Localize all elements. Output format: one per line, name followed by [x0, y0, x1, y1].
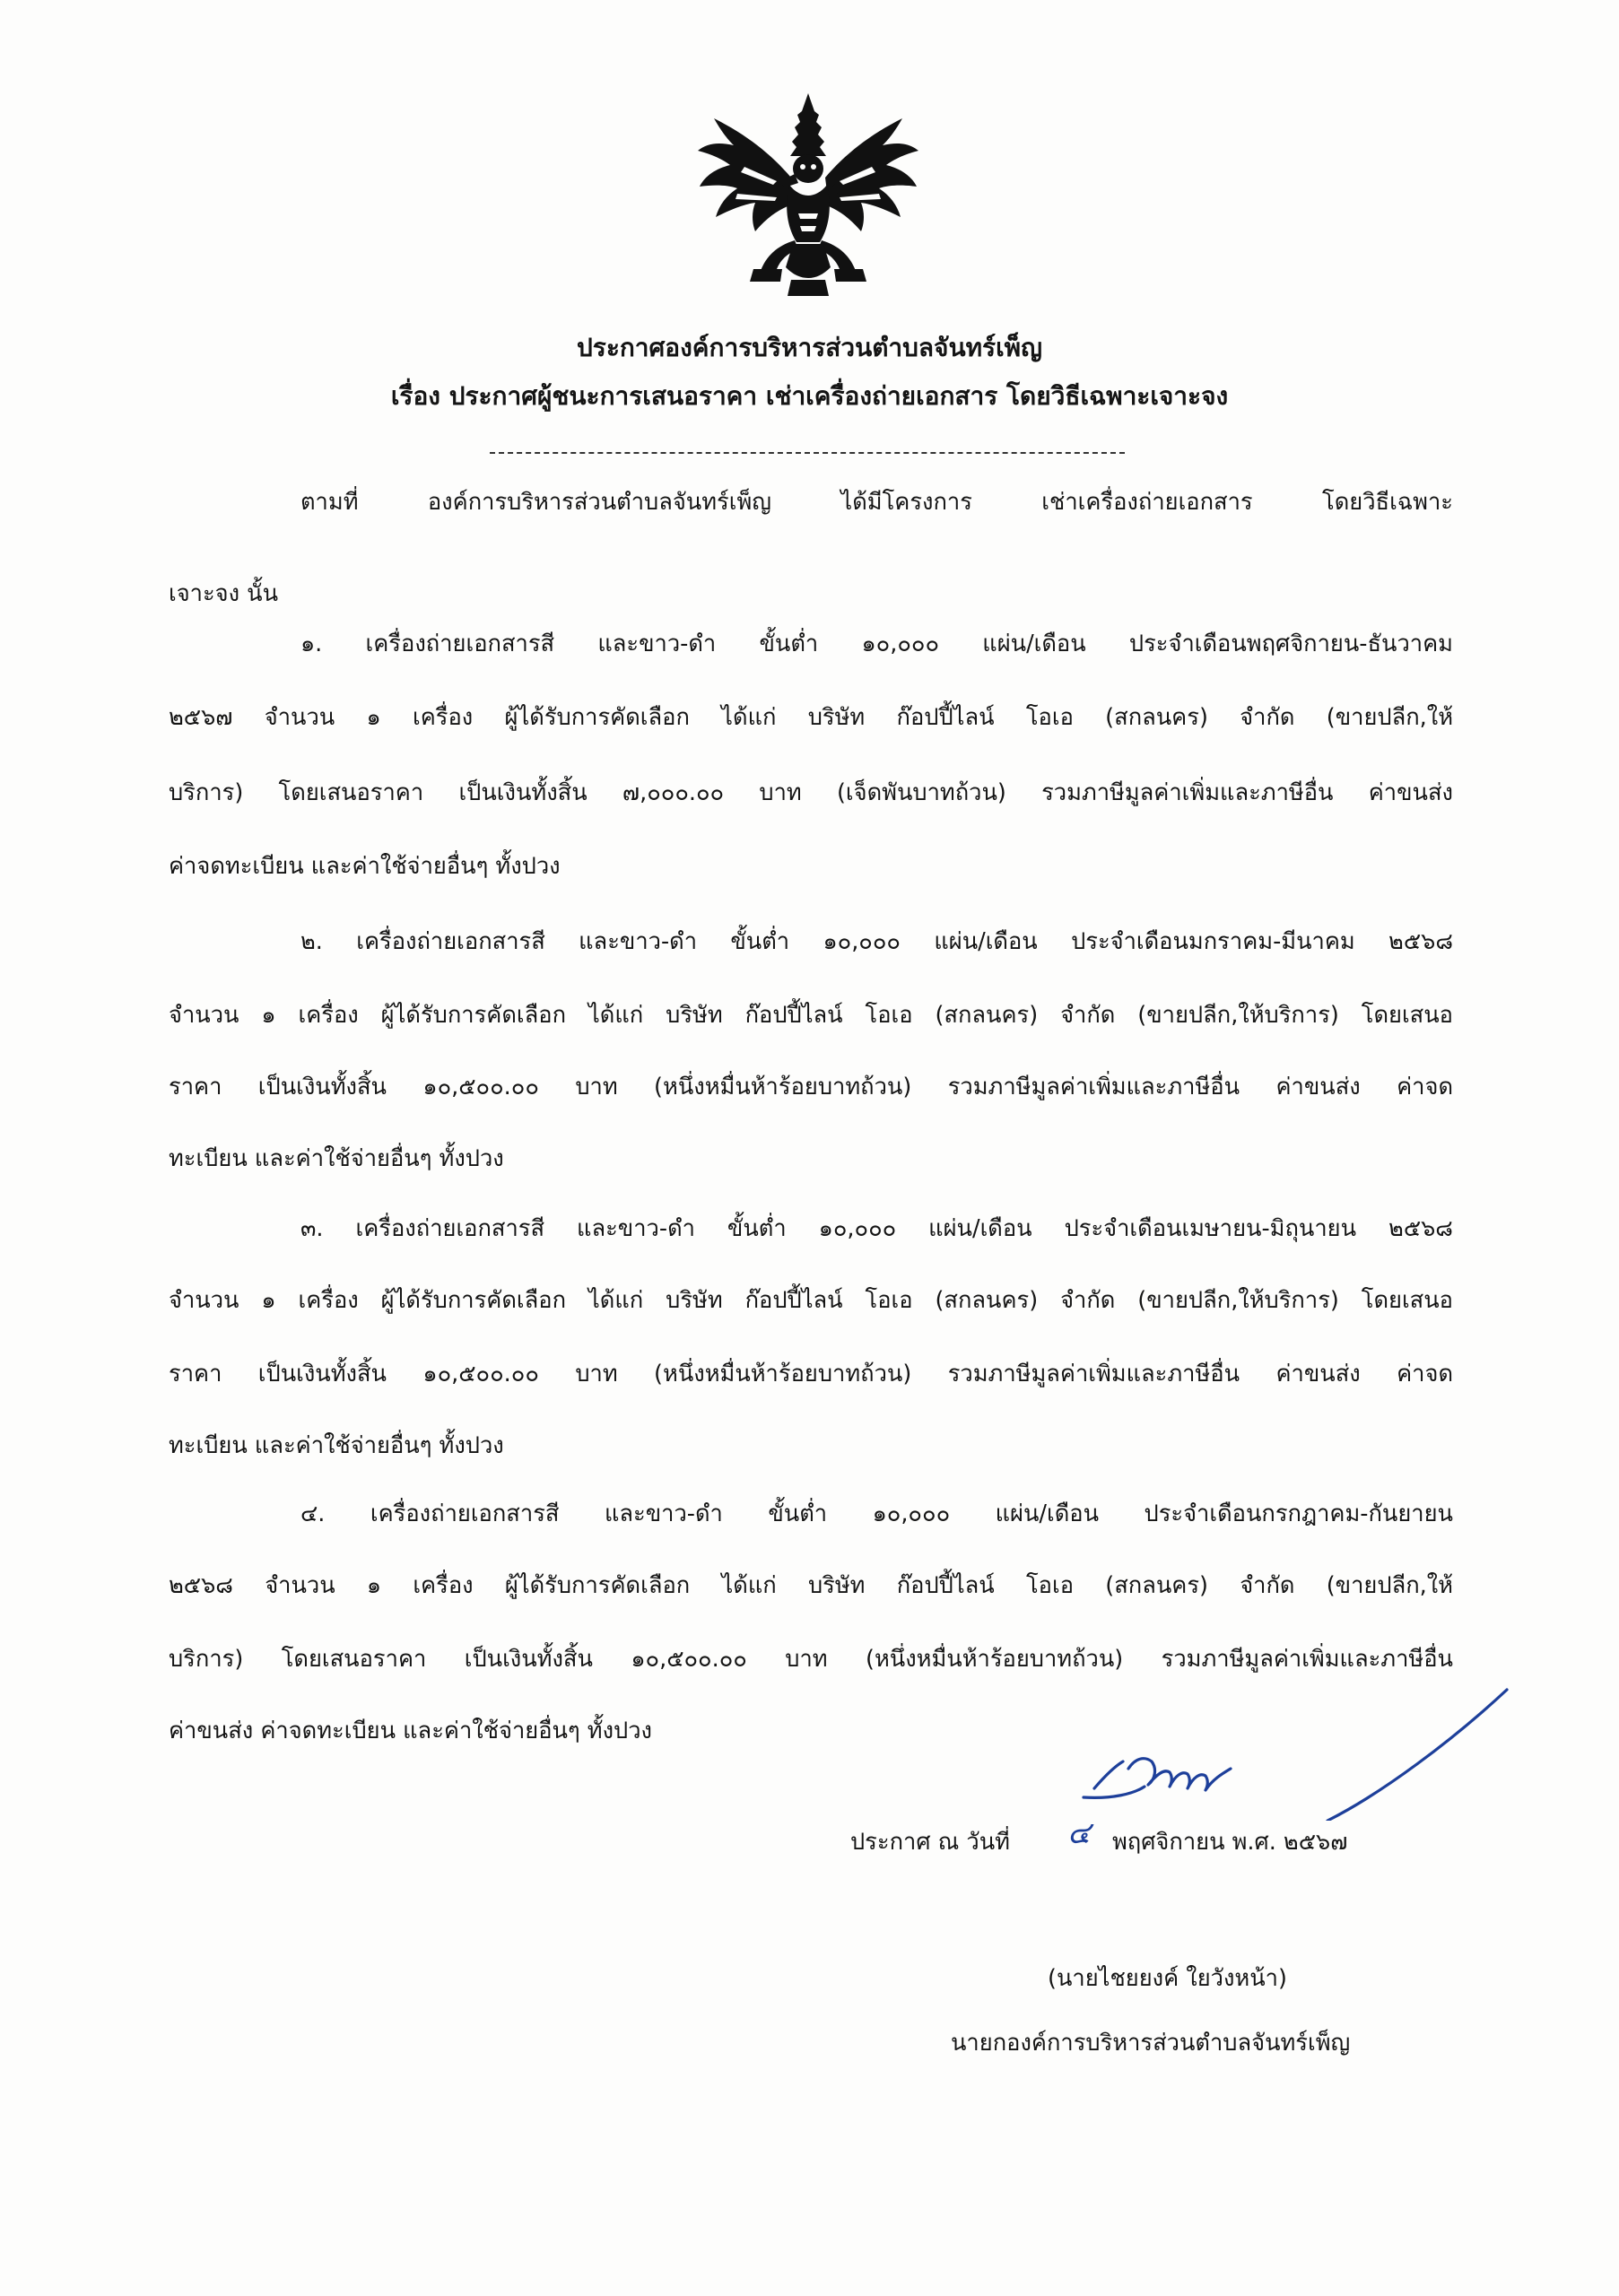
item-4-line: ๔. เครื่องถ่ายเอกสารสี และขาว-ดำ ขั้นต่ำ ๑๐,๐๐๐ แผ่น/เดือน ประจำเดือนกรกฎาคม-กันยายน — [300, 1500, 1453, 1527]
item-4-line: ๒๕๖๘ จำนวน ๑ เครื่อง ผู้ได้รับการคัดเลือก ได้แก่ บริษัท ก๊อปปี้ไลน์ โอเอ (สกลนคร) จำกัด (ขายปลีก,ให้ — [169, 1572, 1453, 1599]
subject-line: เรื่อง ประกาศผู้ชนะการเสนอราคา เช่าเครื่องถ่ายเอกสาร โดยวิธีเฉพาะเจาะจง — [390, 381, 1229, 411]
item-3-line: จำนวน ๑ เครื่อง ผู้ได้รับการคัดเลือก ได้แก่ บริษัท ก๊อปปี้ไลน์ โอเอ (สกลนคร) จำกัด (ขายปลีก,ให้บริการ) โดยเสนอ — [169, 1287, 1453, 1314]
signature-mark — [1058, 1686, 1525, 1821]
item-2-line: จำนวน ๑ เครื่อง ผู้ได้รับการคัดเลือก ได้แก่ บริษัท ก๊อปปี้ไลน์ โอเอ (สกลนคร) จำกัด (ขายปลีก,ให้บริการ) โดยเสนอ — [169, 1002, 1453, 1029]
date-prefix: ประกาศ ณ วันที่ — [850, 1829, 1010, 1856]
item-1-line: ๑. เครื่องถ่ายเอกสารสี และขาว-ดำ ขั้นต่ำ ๑๐,๐๐๐ แผ่น/เดือน ประจำเดือนพฤศจิกายน-ธันวาคม — [300, 631, 1453, 657]
intro-line: เจาะจง นั้น — [169, 580, 279, 607]
garuda-emblem-icon — [691, 91, 926, 300]
item-2-line: ทะเบียน และค่าใช้จ่ายอื่นๆ ทั้งปวง — [169, 1145, 504, 1172]
date-day-handwritten: ๔ — [1067, 1815, 1091, 1851]
item-4-line: บริการ) โดยเสนอราคา เป็นเงินทั้งสิ้น ๑๐,๕๐๐.๐๐ บาท (หนึ่งหมื่นห้าร้อยบาทถ้วน) รวมภาษีมูลค่าเพิ่มและภาษีอื่น — [169, 1646, 1453, 1673]
item-3-line: ๓. เครื่องถ่ายเอกสารสี และขาว-ดำ ขั้นต่ำ ๑๐,๐๐๐ แผ่น/เดือน ประจำเดือนเมษายน-มิถุนายน ๒๕๖๘ — [300, 1215, 1453, 1242]
intro-line: ตามที่ องค์การบริหารส่วนตำบลจันทร์เพ็ญ ได้มีโครงการ เช่าเครื่องถ่ายเอกสาร โดยวิธีเฉพาะ — [300, 489, 1453, 516]
item-1-line: ๒๕๖๗ จำนวน ๑ เครื่อง ผู้ได้รับการคัดเลือก ได้แก่ บริษัท ก๊อปปี้ไลน์ โอเอ (สกลนคร) จำกัด (ขายปลีก,ให้ — [169, 704, 1453, 731]
item-4-line: ค่าขนส่ง ค่าจดทะเบียน และค่าใช้จ่ายอื่นๆ ทั้งปวง — [169, 1718, 652, 1744]
dashed-separator — [490, 452, 1125, 454]
page-title: ประกาศองค์การบริหารส่วนตำบลจันทร์เพ็ญ — [577, 333, 1042, 362]
item-2-line: ๒. เครื่องถ่ายเอกสารสี และขาว-ดำ ขั้นต่ำ ๑๐,๐๐๐ แผ่น/เดือน ประจำเดือนมกราคม-มีนาคม ๒๕๖๘ — [300, 928, 1453, 955]
item-1-line: ค่าจดทะเบียน และค่าใช้จ่ายอื่นๆ ทั้งปวง — [169, 853, 561, 880]
item-2-line: ราคา เป็นเงินทั้งสิ้น ๑๐,๕๐๐.๐๐ บาท (หนึ่งหมื่นห้าร้อยบาทถ้วน) รวมภาษีมูลค่าเพิ่มและภาษีอื่น ค่าขนส่ง ค่าจด — [169, 1074, 1453, 1100]
date-month-year: พฤศจิกายน พ.ศ. ๒๕๖๗ — [1112, 1829, 1348, 1856]
signer-title: นายกองค์การบริหารส่วนตำบลจันทร์เพ็ญ — [951, 2030, 1351, 2057]
signer-name: (นายไชยยงค์ ใยวังหน้า) — [1048, 1965, 1287, 1992]
item-3-line: ราคา เป็นเงินทั้งสิ้น ๑๐,๕๐๐.๐๐ บาท (หนึ่งหมื่นห้าร้อยบาทถ้วน) รวมภาษีมูลค่าเพิ่มและภาษีอื่น ค่าขนส่ง ค่าจด — [169, 1361, 1453, 1387]
item-1-line: บริการ) โดยเสนอราคา เป็นเงินทั้งสิ้น ๗,๐๐๐.๐๐ บาท (เจ็ดพันบาทถ้วน) รวมภาษีมูลค่าเพิ่มและภาษีอื่น ค่าขนส่ง — [169, 779, 1453, 806]
item-3-line: ทะเบียน และค่าใช้จ่ายอื่นๆ ทั้งปวง — [169, 1432, 504, 1459]
